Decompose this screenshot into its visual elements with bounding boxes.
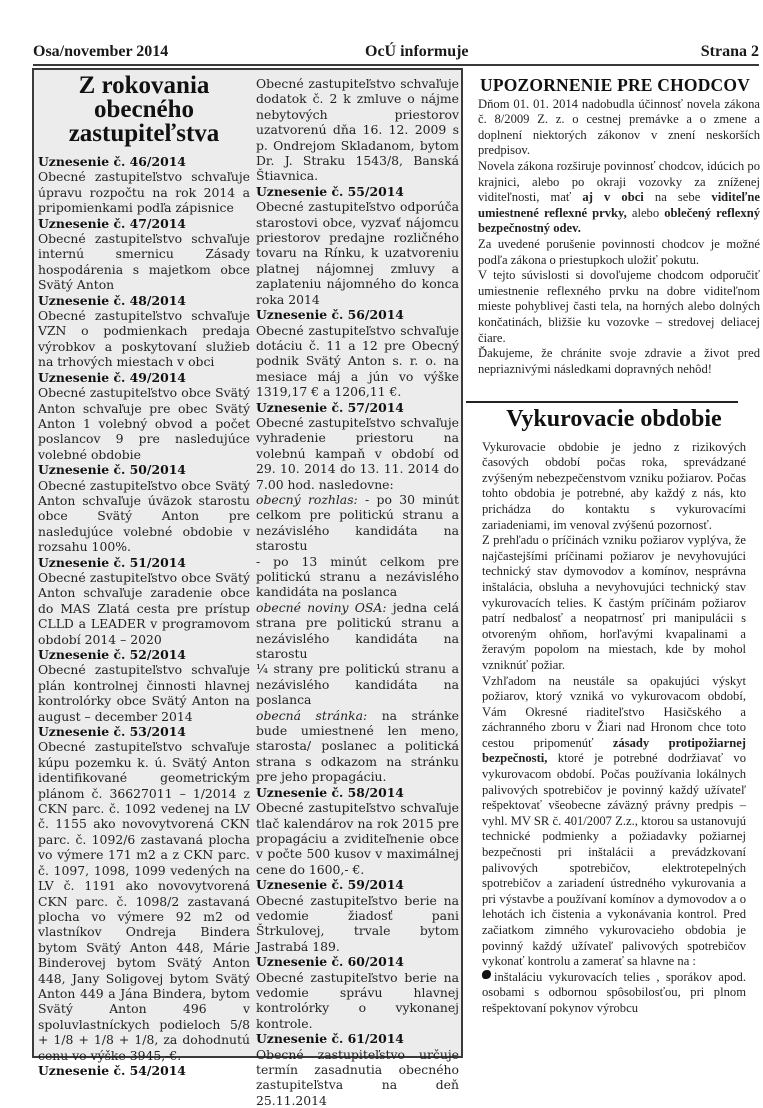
resolution-text: Obecné zastupiteľstvo obce Svätý Anton schvaľuje zaradenie obce do MAS Zlatá cesta pre prístup CLLD a LEADER v programovom období 2014 – 2020	[38, 569, 250, 647]
bullet-icon	[482, 970, 491, 979]
resolution-text: Obecné zastupiteľstvo odporúča starostovi obce, vyzvať nájomcu priestorov predajne rozličného tovaru na Rínku, k uzatvoreniu platnej nájomnej zmluvy a zaplateniu nájomného do konca roka 2014	[256, 199, 459, 307]
heating-title: Vykurovacie obdobie	[506, 406, 722, 432]
resolution-heading: Uznesenie č. 61/2014	[256, 1031, 404, 1047]
text-run: ktoré je potrebné dodržiavať vo vykurovacom období. Počas používania lokálnych palivových spotrebičov je povinný každý užívateľ rešpektovať všeobecne záväzný právny predpis – vyhl. MV SR č. 401/2007 Z.z., ktorou sa ustanovujú technické podmienky a požiadavky požiarnej bezpečnosti pri inštalácii a prevádzkovaní palivových spotrebičov, elektrotepelných spotrebičov a zariadení ústredného vykurovania a pri výstavbe a používaní komínov a dymovodov a o lehotách ich čistenia a vykonávania kontrol. Pred začiatkom zimného vykurovacieho obdobia je povinný každý užívateľ palivových spotrebičov vykonať kontrolu a zamerať sa hlavne na :	[482, 751, 746, 969]
resolution-text: Obecné zastupiteľstvo berie na vedomie žiadosť pani Štrkulovej, trvale bytom Jastrabá 189.	[256, 892, 459, 954]
campaign-item	[256, 600, 459, 662]
resolution-text: Obecné zastupiteľstvo obce Svätý Anton schvaľuje pre obec Svätý Anton 1 volebný obvod a počet poslancov 9 pre nasledujúce volebné obdobie	[38, 385, 250, 462]
heating-paragraph: Vykurovacie obdobie je jedno z rizikových časových období počas roka, sprevádzané zvýšeným nebezpečenstvom vzniku požiarov. Počas tohto obdobia je potrebné, aby každý z nás, kto prichádza do kontaktu s vykurovacími zariadeniami, im venoval zvýšenú pozornosť.	[482, 439, 746, 532]
resolution-heading: Uznesenie č. 56/2014	[256, 307, 404, 323]
resolution-text: Obecné zastupiteľstvo schvaľuje dodatok č. 2 k zmluve o nájme nebytových priestorov uzatvorenú dňa 16. 12. 2009 s p. Ondrejom Skladanom, bytom Dr. J. Straku 1543/8, Banská Štiavnica.	[256, 76, 459, 184]
pedestrian-notice	[478, 75, 760, 377]
heating-season-article	[482, 406, 746, 1017]
text-run: Novela zákona rozširuje povinnosť chodcov, idúcich po krajnici, alebo po okraji vozovky za zníženej viditeľnosti, mať	[478, 158, 760, 205]
resolution-text: Obecné zastupiteľstvo schvaľuje úpravu rozpočtu na rok 2014 a pripomienkami podľa zápisnice	[38, 169, 250, 216]
section-divider	[466, 401, 738, 403]
notice-paragraph: Za uvedené porušenie povinnosti chodcov je možné podľa zákona o priestupkoch uložiť pokutu.	[478, 236, 760, 267]
section-label: OcÚ informuje	[365, 43, 469, 60]
campaign-item-text: - po 30 minút celkom pre politickú stranu a nezávislého kandidáta na starostu	[256, 491, 459, 554]
resolution-heading: Uznesenie č. 57/2014	[256, 399, 404, 415]
resolution-heading: Uznesenie č. 48/2014	[38, 292, 186, 308]
heating-paragraph: Z prehľadu o príčinách vzniku požiarov vyplýva, že najčastejšími príčinami požiarov je nevyhovujúci technický stav dymovodov a komínov, nesprávna inštalácia, obsluha a nevyhovujúci technický stav vykurovacích telies. K častým príčinám požiarov patrí nedbalosť a neopatrnosť pri manipulácii s otvoreným ohňom, horľavými kvapalinami a žeravým popolom na miestach, kde by mohol vzniknúť požiar.	[482, 533, 746, 672]
heating-bullet-item	[482, 970, 746, 1017]
campaign-item-text: na stránke bude umiestnené len meno, starosta/ poslanec a politická strana s odkazom na stránku pre jeho propagáciu.	[256, 707, 460, 785]
campaign-item	[256, 661, 459, 707]
text-run: Vzhľadom na neustále sa opakujúci výskyt požiarov, ktorý vzniká vo vykurovacom období, Vám Okresné riaditeľstvo Hasičského a záchranného zboru v Žiari nad Hronom chce toto cestou pripomenúť	[482, 673, 746, 750]
emphasis: oblečený reflexný bezpečnostný odev.	[478, 205, 760, 236]
resolution-heading: Uznesenie č. 50/2014	[38, 462, 186, 478]
resolution-text: Obecné zastupiteľstvo určuje termín zasadnutia obecného zastupiteľstva na deň 25.11.2014	[256, 1046, 459, 1108]
resolution-heading: Uznesenie č. 47/2014	[38, 215, 186, 231]
campaign-item-text: jedna celá strana pre politickú stranu a nezávislého kandidáta na starostu	[256, 599, 459, 662]
resolution-heading: Uznesenie č. 52/2014	[38, 647, 186, 662]
page-header	[33, 42, 759, 66]
resolution-heading: Uznesenie č. 60/2014	[256, 954, 404, 970]
campaign-item	[256, 492, 459, 554]
campaign-item-label: obecný rozhlas:	[256, 491, 358, 507]
resolution-text: Obecné zastupiteľstvo schvaľuje VZN o podmienkach predaja výrobkov a poskytovaní služieb na trhových miestach v obci	[38, 308, 250, 370]
bullet-text: inštaláciu vykurovacích telies , sporákov apod. osobami s odbornou spôsobilosťou, pri plnom rešpektovaní pokynov výrobcu	[482, 969, 746, 1015]
resolution-heading: Uznesenie č. 55/2014	[256, 183, 404, 199]
page-number: Strana 2	[700, 43, 759, 60]
campaign-item-text: ¼ strany pre politickú stranu a nezávislého kandidáta na poslanca	[256, 661, 459, 708]
emphasis: zásady protipožiarnej bezpečnosti,	[482, 735, 746, 766]
resolution-text: Obecné zastupiteľstvo schvaľuje dotáciu č. 11 a 12 pre Obecný podnik Svätý Anton s. r. o. na mesiace máj a jún vo výške 1319,17 € a 1206,11 €.	[256, 322, 459, 400]
notice-title: UPOZORNENIE PRE CHODCOV	[480, 75, 751, 95]
notice-paragraph: Dňom 01. 01. 2014 nadobudla účinnosť novela zákona č. 8/2009 Z. z. o cestnej premávke a o zmene a doplnení niektorých zákonov v znení neskorších predpisov.	[478, 96, 760, 158]
resolution-text: Obecné zastupiteľstvo obce Svätý Anton schvaľuje úväzok starostu obce Svätý Anton pre nasledujúce volebné obdobie v rozsahu 100%.	[38, 477, 250, 555]
notice-paragraph: V tejto súvislosti si dovoľujeme chodcom odporučiť umiestnenie reflexného prvku na dobre viditeľnom mieste pohyblivej časti tela, na horných alebo dolných končatinách, bližšie ku vozovke – stredovej deliacej čiare.	[478, 268, 760, 345]
resolution-heading: Uznesenie č. 59/2014	[256, 877, 404, 893]
resolution-heading: Uznesenie č. 54/2014	[38, 1062, 186, 1078]
emphasis: viditeľne umiestnené reflexné prvky,	[478, 190, 760, 220]
text-run: alebo	[626, 205, 665, 220]
resolution-text: Obecné zastupiteľstvo berie na vedomie správu hlavnej kontrolórky o vykonanej kontrole.	[256, 969, 459, 1031]
resolution-heading: Uznesenie č. 53/2014	[38, 724, 186, 740]
text-run: na sebe	[643, 190, 712, 205]
council-title: Z rokovania obecného zastupiteľstva	[68, 72, 220, 147]
resolution-text: Obecné zastupiteľstvo schvaľuje kúpu pozemku k. ú. Svätý Anton identifikované geometrickým plánom č. 36627011 – 1/2014 z CKN parc. č. 1092 vedenej na LV č. 1155 ako novovytvorená CKN parc. č. 1092/6 zastavaná plocha vo výmere 171 m2 a z CKN parc. č. 1097, 1098, 1099 vedených na LV č. 1191 ako novovytvorená CKN parc. č. 1098/2 zastavaná plocha vo výmere 92 m2 od vlastníkov Ondreja Bindera bytom Svätý Anton 448, Márie Binderovej bytom Svätý Anton 448, Jany Soligovej bytom Svätý Anton 449 a Jána Bindera, bytom Svätý Anton 496 v spoluvlastníckych podieloch 5/8 + 1/8 + 1/8 + 1/8, za dohodnutú cenu vo výške 3945,-€.	[38, 739, 250, 1063]
campaign-item	[256, 554, 459, 600]
resolution-text: Obecné zastupiteľstvo schvaľuje tlač kalendárov na rok 2015 pre propagáciu a zviditeľnenie obce v počte 500 kusov v maximálnej cene do 1600,- €.	[256, 800, 459, 877]
campaign-item-label: obecná stránka:	[256, 707, 368, 723]
council-column-left	[38, 74, 250, 1078]
resolution-text: Obecné zastupiteľstvo schvaľuje plán kontrolnej činnosti hlavnej kontrolórky obce Svätý Anton na august – december 2014	[38, 662, 250, 724]
resolution-text: Obecné zastupiteľstvo schvaľuje internú smernicu Zásady hospodárenia s majetkom obce Svätý Anton	[38, 231, 250, 293]
resolution-text: Obecné zastupiteľstvo schvaľuje vyhradenie priestoru na volebnú kampaň v období od 29. 10. 2014 do 13. 11. 2014 do 7.00 hod. nasledovne:	[256, 414, 459, 492]
campaign-item	[256, 708, 459, 785]
emphasis: aj v obci	[582, 190, 644, 205]
notice-paragraph: Ďakujeme, že chránite svoje zdravie a život pred nepriaznivými následkami dopravných nehôd!	[478, 346, 760, 376]
resolution-heading: Uznesenie č. 46/2014	[38, 154, 186, 169]
issue-label: Osa/november 2014	[33, 43, 169, 60]
heating-paragraph	[482, 674, 746, 970]
resolution-heading: Uznesenie č. 49/2014	[38, 369, 186, 385]
notice-paragraph	[478, 159, 760, 237]
resolution-heading: Uznesenie č. 51/2014	[38, 554, 186, 570]
council-column-right	[256, 76, 459, 1108]
resolution-heading: Uznesenie č. 58/2014	[256, 784, 404, 800]
council-resolutions-box	[32, 68, 463, 1108]
campaign-item-text: - po 13 minút celkom pre politickú stranu a nezávislého kandidáta na poslanca	[256, 553, 459, 600]
campaign-item-label: obecné noviny OSA:	[256, 599, 387, 615]
